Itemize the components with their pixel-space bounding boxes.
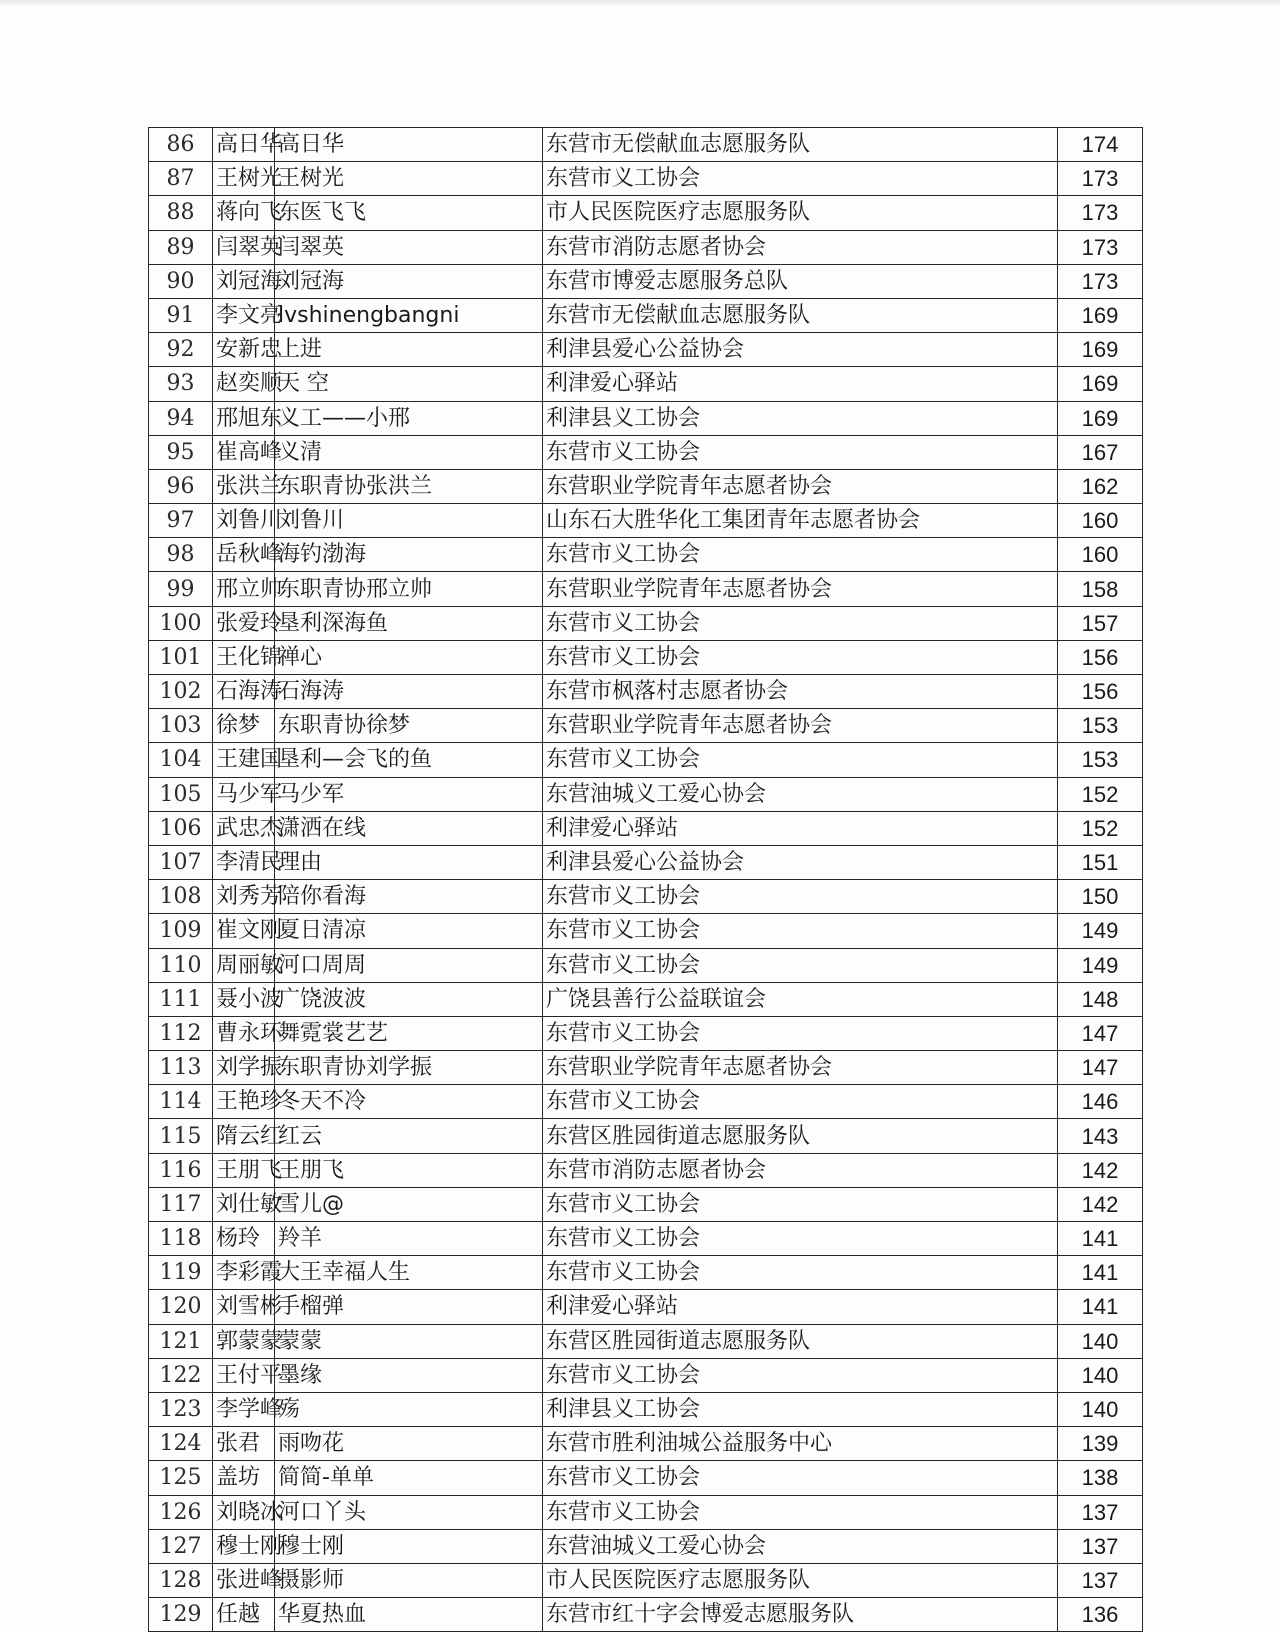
table-row (149, 1085, 1143, 1119)
volunteer-score: 169 (1058, 298, 1143, 332)
table-row (149, 1016, 1143, 1050)
volunteer-nickname: 东职青协徐梦 (275, 709, 543, 743)
volunteer-organization: 东营职业学院青年志愿者协会 (543, 469, 1058, 503)
row-number: 111 (149, 982, 213, 1016)
volunteer-organization: 东营市义工协会 (543, 435, 1058, 469)
volunteer-name: 曹永环 (213, 1016, 275, 1050)
volunteer-organization: 东营油城义工爱心协会 (543, 1529, 1058, 1563)
volunteer-score: 153 (1058, 743, 1143, 777)
row-number: 95 (149, 435, 213, 469)
volunteer-score: 140 (1058, 1358, 1143, 1392)
table-row (149, 1461, 1143, 1495)
volunteer-score: 173 (1058, 162, 1143, 196)
volunteer-name: 刘晓冰 (213, 1495, 275, 1529)
table-row (149, 914, 1143, 948)
row-number: 92 (149, 333, 213, 367)
row-number: 106 (149, 811, 213, 845)
table-row (149, 1119, 1143, 1153)
row-number: 93 (149, 367, 213, 401)
volunteer-nickname: 广饶波波 (275, 982, 543, 1016)
volunteer-score: 143 (1058, 1119, 1143, 1153)
volunteer-nickname: 红云 (275, 1119, 543, 1153)
table-row (149, 811, 1143, 845)
row-number: 123 (149, 1392, 213, 1426)
volunteer-organization: 东营市义工协会 (543, 162, 1058, 196)
volunteer-ranking-table (148, 127, 1143, 1632)
row-number: 94 (149, 401, 213, 435)
table-row (149, 1427, 1143, 1461)
volunteer-organization: 东营市义工协会 (543, 1187, 1058, 1221)
row-number: 124 (149, 1427, 213, 1461)
table-row (149, 743, 1143, 777)
volunteer-organization: 东营职业学院青年志愿者协会 (543, 572, 1058, 606)
volunteer-name: 李文亮 (213, 298, 275, 332)
volunteer-score: 136 (1058, 1598, 1143, 1632)
volunteer-name: 隋云红 (213, 1119, 275, 1153)
volunteer-nickname: 高日华 (275, 128, 543, 162)
volunteer-name: 崔文刚 (213, 914, 275, 948)
volunteer-nickname: 陪你看海 (275, 880, 543, 914)
volunteer-organization: 利津县义工协会 (543, 401, 1058, 435)
volunteer-score: 140 (1058, 1324, 1143, 1358)
row-number: 118 (149, 1222, 213, 1256)
table-row (149, 572, 1143, 606)
volunteer-name: 张洪兰 (213, 469, 275, 503)
volunteer-name: 马少军 (213, 777, 275, 811)
table-row (149, 367, 1143, 401)
volunteer-score: 173 (1058, 230, 1143, 264)
row-number: 127 (149, 1529, 213, 1563)
volunteer-name: 安新忠 (213, 333, 275, 367)
volunteer-nickname: 冬天不冷 (275, 1085, 543, 1119)
volunteer-organization: 东营市无偿献血志愿服务队 (543, 298, 1058, 332)
volunteer-name: 盖坊 (213, 1461, 275, 1495)
volunteer-nickname: 王树光 (275, 162, 543, 196)
row-number: 96 (149, 469, 213, 503)
table-row (149, 1358, 1143, 1392)
volunteer-nickname: lvshinengbangni (275, 298, 543, 332)
volunteer-name: 武忠杰 (213, 811, 275, 845)
volunteer-organization: 东营油城义工爱心协会 (543, 777, 1058, 811)
row-number: 122 (149, 1358, 213, 1392)
volunteer-organization: 东营市义工协会 (543, 538, 1058, 572)
volunteer-nickname: 闫翠英 (275, 230, 543, 264)
volunteer-organization: 东营市消防志愿者协会 (543, 230, 1058, 264)
row-number: 86 (149, 128, 213, 162)
row-number: 121 (149, 1324, 213, 1358)
table-row (149, 196, 1143, 230)
row-number: 129 (149, 1598, 213, 1632)
volunteer-name: 邢立帅 (213, 572, 275, 606)
volunteer-name: 刘雪彬 (213, 1290, 275, 1324)
table-row (149, 1563, 1143, 1597)
volunteer-nickname: 义清 (275, 435, 543, 469)
volunteer-organization: 东营区胜园街道志愿服务队 (543, 1119, 1058, 1153)
row-number: 104 (149, 743, 213, 777)
volunteer-name: 王艳珍 (213, 1085, 275, 1119)
row-number: 113 (149, 1051, 213, 1085)
row-number: 102 (149, 675, 213, 709)
volunteer-organization: 山东石大胜华化工集团青年志愿者协会 (543, 504, 1058, 538)
volunteer-name: 张进峰 (213, 1563, 275, 1597)
volunteer-name: 徐梦 (213, 709, 275, 743)
volunteer-organization: 东营市义工协会 (543, 606, 1058, 640)
row-number: 112 (149, 1016, 213, 1050)
volunteer-score: 157 (1058, 606, 1143, 640)
row-number: 91 (149, 298, 213, 332)
volunteer-name: 李清民 (213, 845, 275, 879)
table-row (149, 1392, 1143, 1426)
volunteer-name: 穆士刚 (213, 1529, 275, 1563)
volunteer-score: 169 (1058, 333, 1143, 367)
volunteer-organization: 东营职业学院青年志愿者协会 (543, 1051, 1058, 1085)
table-row (149, 1051, 1143, 1085)
volunteer-organization: 利津爱心驿站 (543, 811, 1058, 845)
table-row (149, 264, 1143, 298)
volunteer-nickname: 雨吻花 (275, 1427, 543, 1461)
volunteer-score: 167 (1058, 435, 1143, 469)
volunteer-name: 王树光 (213, 162, 275, 196)
volunteer-organization: 东营市胜利油城公益服务中心 (543, 1427, 1058, 1461)
volunteer-organization: 利津爱心驿站 (543, 1290, 1058, 1324)
row-number: 99 (149, 572, 213, 606)
table-row (149, 333, 1143, 367)
volunteer-organization: 东营市义工协会 (543, 1495, 1058, 1529)
table-row (149, 162, 1143, 196)
table-row (149, 675, 1143, 709)
volunteer-score: 173 (1058, 196, 1143, 230)
volunteer-organization: 市人民医院医疗志愿服务队 (543, 196, 1058, 230)
volunteer-nickname: 河口丫头 (275, 1495, 543, 1529)
volunteer-name: 郭蒙蒙 (213, 1324, 275, 1358)
volunteer-score: 169 (1058, 401, 1143, 435)
table-row (149, 606, 1143, 640)
volunteer-score: 138 (1058, 1461, 1143, 1495)
volunteer-score: 174 (1058, 128, 1143, 162)
volunteer-score: 152 (1058, 811, 1143, 845)
row-number: 87 (149, 162, 213, 196)
volunteer-score: 150 (1058, 880, 1143, 914)
volunteer-organization: 东营市枫落村志愿者协会 (543, 675, 1058, 709)
volunteer-nickname: 义工——小邢 (275, 401, 543, 435)
volunteer-score: 173 (1058, 264, 1143, 298)
row-number: 108 (149, 880, 213, 914)
volunteer-name: 刘鲁川 (213, 504, 275, 538)
row-number: 116 (149, 1153, 213, 1187)
volunteer-organization: 东营市消防志愿者协会 (543, 1153, 1058, 1187)
volunteer-nickname: 殇 (275, 1392, 543, 1426)
volunteer-nickname: 舞霓裳艺艺 (275, 1016, 543, 1050)
table-row (149, 435, 1143, 469)
volunteer-score: 162 (1058, 469, 1143, 503)
volunteer-organization: 市人民医院医疗志愿服务队 (543, 1563, 1058, 1597)
volunteer-organization: 东营市红十字会博爱志愿服务队 (543, 1598, 1058, 1632)
volunteer-nickname: 华夏热血 (275, 1598, 543, 1632)
volunteer-name: 刘秀芳 (213, 880, 275, 914)
table-row (149, 640, 1143, 674)
table-row (149, 1290, 1143, 1324)
volunteer-organization: 东营市义工协会 (543, 880, 1058, 914)
table-row (149, 880, 1143, 914)
row-number: 128 (149, 1563, 213, 1597)
volunteer-organization: 东营市义工协会 (543, 1358, 1058, 1392)
volunteer-nickname: 垦利深海鱼 (275, 606, 543, 640)
row-number: 109 (149, 914, 213, 948)
table-row (149, 948, 1143, 982)
volunteer-organization: 利津县爱心公益协会 (543, 333, 1058, 367)
volunteer-score: 151 (1058, 845, 1143, 879)
table-row (149, 845, 1143, 879)
volunteer-nickname: 河口周周 (275, 948, 543, 982)
volunteer-organization: 东营市义工协会 (543, 948, 1058, 982)
volunteer-score: 146 (1058, 1085, 1143, 1119)
volunteer-nickname: 石海涛 (275, 675, 543, 709)
volunteer-name: 赵奕顺 (213, 367, 275, 401)
volunteer-name: 高日华 (213, 128, 275, 162)
volunteer-name: 任越 (213, 1598, 275, 1632)
volunteer-nickname: 禅心 (275, 640, 543, 674)
volunteer-nickname: 羚羊 (275, 1222, 543, 1256)
volunteer-nickname: 东医飞飞 (275, 196, 543, 230)
volunteer-score: 169 (1058, 367, 1143, 401)
volunteer-name: 闫翠英 (213, 230, 275, 264)
row-number: 88 (149, 196, 213, 230)
row-number: 89 (149, 230, 213, 264)
volunteer-name: 岳秋峰 (213, 538, 275, 572)
row-number: 101 (149, 640, 213, 674)
table-row (149, 982, 1143, 1016)
table-row (149, 504, 1143, 538)
table-row (149, 1187, 1143, 1221)
volunteer-score: 160 (1058, 538, 1143, 572)
row-number: 100 (149, 606, 213, 640)
volunteer-score: 137 (1058, 1563, 1143, 1597)
volunteer-name: 张爱玲 (213, 606, 275, 640)
volunteer-nickname: 雪儿@ (275, 1187, 543, 1221)
table-row (149, 777, 1143, 811)
table-row (149, 1222, 1143, 1256)
table-row (149, 469, 1143, 503)
volunteer-organization: 利津县义工协会 (543, 1392, 1058, 1426)
volunteer-organization: 东营市义工协会 (543, 640, 1058, 674)
volunteer-name: 刘学振 (213, 1051, 275, 1085)
table-row (149, 1324, 1143, 1358)
table-row (149, 298, 1143, 332)
volunteer-nickname: 刘冠海 (275, 264, 543, 298)
volunteer-nickname: 上进 (275, 333, 543, 367)
volunteer-score: 139 (1058, 1427, 1143, 1461)
row-number: 105 (149, 777, 213, 811)
volunteer-name: 王化锦 (213, 640, 275, 674)
volunteer-nickname: 刘鲁川 (275, 504, 543, 538)
volunteer-score: 140 (1058, 1392, 1143, 1426)
volunteer-nickname: 蒙蒙 (275, 1324, 543, 1358)
volunteer-organization: 东营职业学院青年志愿者协会 (543, 709, 1058, 743)
volunteer-nickname: 天 空 (275, 367, 543, 401)
volunteer-score: 156 (1058, 640, 1143, 674)
volunteer-nickname: 东职青协邢立帅 (275, 572, 543, 606)
volunteer-organization: 东营市义工协会 (543, 1461, 1058, 1495)
volunteer-name: 张君 (213, 1427, 275, 1461)
row-number: 90 (149, 264, 213, 298)
volunteer-nickname: 手榴弹 (275, 1290, 543, 1324)
volunteer-organization: 东营市无偿献血志愿服务队 (543, 128, 1058, 162)
volunteer-score: 160 (1058, 504, 1143, 538)
volunteer-name: 邢旭东 (213, 401, 275, 435)
table-row (149, 1495, 1143, 1529)
table-row (149, 401, 1143, 435)
volunteer-organization: 东营市义工协会 (543, 1085, 1058, 1119)
table-body (149, 128, 1143, 1632)
volunteer-score: 142 (1058, 1153, 1143, 1187)
volunteer-name: 李彩霞 (213, 1256, 275, 1290)
volunteer-score: 149 (1058, 948, 1143, 982)
volunteer-name: 周丽敏 (213, 948, 275, 982)
row-number: 97 (149, 504, 213, 538)
volunteer-organization: 广饶县善行公益联谊会 (543, 982, 1058, 1016)
volunteer-score: 148 (1058, 982, 1143, 1016)
volunteer-name: 刘仕敏 (213, 1187, 275, 1221)
table-row (149, 1598, 1143, 1632)
volunteer-score: 152 (1058, 777, 1143, 811)
volunteer-nickname: 垦利—会飞的鱼 (275, 743, 543, 777)
volunteer-nickname: 潇洒在线 (275, 811, 543, 845)
table-row (149, 709, 1143, 743)
table-row (149, 538, 1143, 572)
volunteer-score: 147 (1058, 1051, 1143, 1085)
volunteer-score: 141 (1058, 1290, 1143, 1324)
volunteer-name: 蒋向飞 (213, 196, 275, 230)
volunteer-nickname: 墨缘 (275, 1358, 543, 1392)
volunteer-score: 149 (1058, 914, 1143, 948)
volunteer-name: 王付平 (213, 1358, 275, 1392)
row-number: 107 (149, 845, 213, 879)
volunteer-name: 王朋飞 (213, 1153, 275, 1187)
volunteer-score: 137 (1058, 1529, 1143, 1563)
row-number: 117 (149, 1187, 213, 1221)
volunteer-organization: 东营市义工协会 (543, 743, 1058, 777)
volunteer-nickname: 马少军 (275, 777, 543, 811)
volunteer-name: 王建国 (213, 743, 275, 777)
volunteer-score: 141 (1058, 1222, 1143, 1256)
volunteer-score: 142 (1058, 1187, 1143, 1221)
volunteer-organization: 东营市义工协会 (543, 1016, 1058, 1050)
volunteer-name: 崔高峰 (213, 435, 275, 469)
volunteer-name: 杨玲 (213, 1222, 275, 1256)
volunteer-organization: 东营市义工协会 (543, 914, 1058, 948)
row-number: 103 (149, 709, 213, 743)
volunteer-organization: 东营区胜园街道志愿服务队 (543, 1324, 1058, 1358)
table-row (149, 1153, 1143, 1187)
row-number: 114 (149, 1085, 213, 1119)
volunteer-nickname: 王朋飞 (275, 1153, 543, 1187)
row-number: 126 (149, 1495, 213, 1529)
volunteer-score: 156 (1058, 675, 1143, 709)
volunteer-nickname: 简简-单单 (275, 1461, 543, 1495)
row-number: 120 (149, 1290, 213, 1324)
volunteer-name: 刘冠海 (213, 264, 275, 298)
volunteer-nickname: 东职青协张洪兰 (275, 469, 543, 503)
table-row (149, 1529, 1143, 1563)
volunteer-organization: 利津爱心驿站 (543, 367, 1058, 401)
volunteer-nickname: 理由 (275, 845, 543, 879)
table-row (149, 1256, 1143, 1290)
table-row (149, 230, 1143, 264)
row-number: 115 (149, 1119, 213, 1153)
volunteer-nickname: 穆士刚 (275, 1529, 543, 1563)
row-number: 119 (149, 1256, 213, 1290)
volunteer-score: 158 (1058, 572, 1143, 606)
volunteer-nickname: 夏日清凉 (275, 914, 543, 948)
row-number: 98 (149, 538, 213, 572)
volunteer-organization: 利津县爱心公益协会 (543, 845, 1058, 879)
volunteer-organization: 东营市义工协会 (543, 1222, 1058, 1256)
volunteer-organization: 东营市博爱志愿服务总队 (543, 264, 1058, 298)
volunteer-name: 李学峰 (213, 1392, 275, 1426)
scan-edge-shadow (0, 0, 1280, 6)
row-number: 125 (149, 1461, 213, 1495)
volunteer-score: 153 (1058, 709, 1143, 743)
volunteer-score: 137 (1058, 1495, 1143, 1529)
volunteer-organization: 东营市义工协会 (543, 1256, 1058, 1290)
volunteer-nickname: 海钓渤海 (275, 538, 543, 572)
volunteer-score: 141 (1058, 1256, 1143, 1290)
volunteer-nickname: 东职青协刘学振 (275, 1051, 543, 1085)
volunteer-name: 石海涛 (213, 675, 275, 709)
volunteer-score: 147 (1058, 1016, 1143, 1050)
volunteer-nickname: 摄影师 (275, 1563, 543, 1597)
table-row (149, 128, 1143, 162)
volunteer-nickname: 大王幸福人生 (275, 1256, 543, 1290)
row-number: 110 (149, 948, 213, 982)
volunteer-name: 聂小波 (213, 982, 275, 1016)
